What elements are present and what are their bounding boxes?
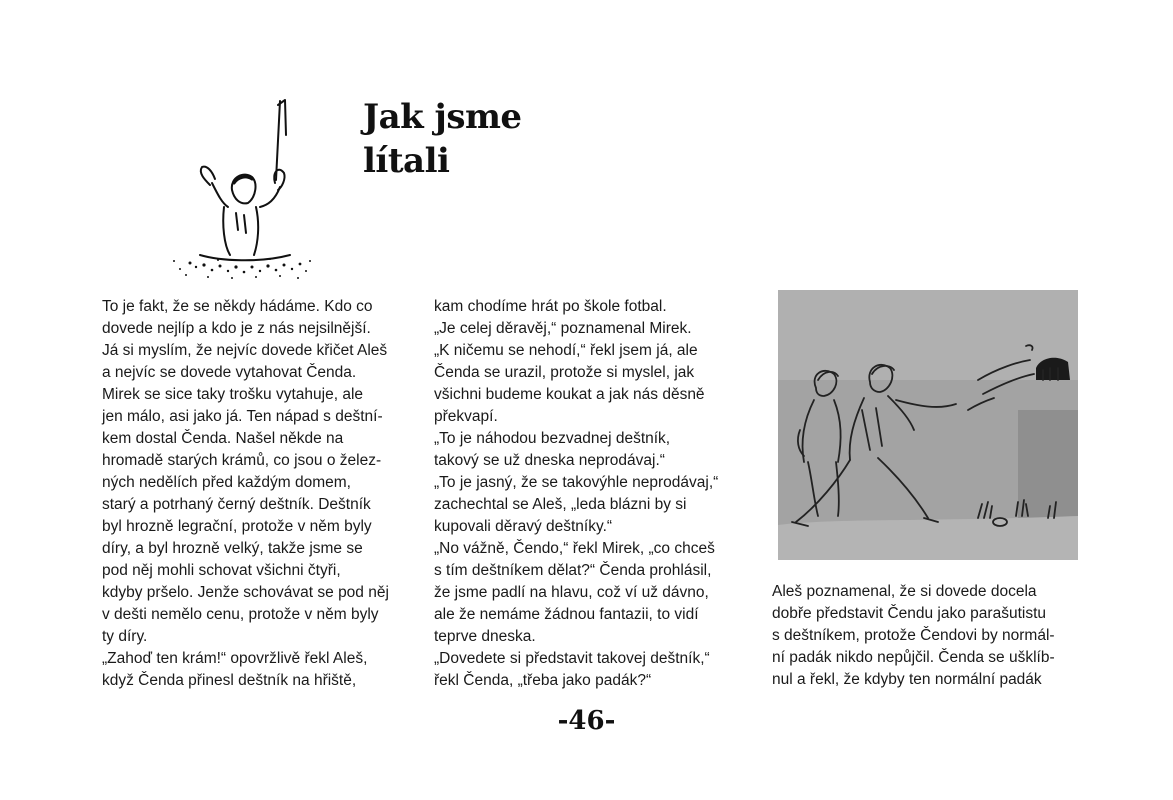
text-line: díry, a byl hrozně velký, takže jsme se	[102, 540, 363, 557]
text-line: řekl Čenda, „třeba jako padák?“	[434, 672, 652, 689]
text-line: „To je náhodou bezvadnej deštník,	[434, 430, 671, 447]
text-line: kupovali děravý deštníky.“	[434, 518, 613, 535]
text-line: a nejvíc se dovede vytahovat Čenda.	[102, 364, 357, 381]
text-line: „Zahoď ten krám!“ opovržlivě řekl Aleš,	[102, 650, 368, 667]
text-line: s tím deštníkem dělat?“ Čenda prohlásil,	[434, 562, 712, 579]
text-line: „Dovedete si představit takovej deštník,“	[434, 650, 710, 667]
text-line: jen málo, asi jako já. Ten nápad s deštní-	[102, 408, 383, 425]
text-line: pod něj mohli schovat všichni čtyři,	[102, 562, 341, 579]
text-line: „K ničemu se nehodí,“ řekl jsem já, ale	[434, 342, 698, 359]
text-line: kem dostal Čenda. Našel někde na	[102, 430, 344, 447]
text-line: teprve dneska.	[434, 628, 536, 645]
text-line: „To je jasný, že se takovýhle neprodávaj,“	[434, 474, 719, 491]
text-line: Čenda se urazil, protože si myslel, jak	[434, 364, 695, 381]
text-line: Já si myslím, že nejvíc dovede křičet Aleš	[102, 342, 388, 359]
page-number: -46-	[557, 706, 616, 736]
text-line: překvapí.	[434, 408, 498, 425]
text-line: ných nedělích před každým domem,	[102, 474, 351, 491]
text-line: hromadě starých krámů, co jsou o želez-	[102, 452, 382, 469]
text-line: starý a potrhaný černý deštník. Deštník	[102, 496, 371, 513]
text-column-left	[102, 296, 389, 692]
text-column-middle	[434, 296, 718, 692]
text-line: byl hrozně legrační, protože v něm byly	[102, 518, 372, 535]
text-line: kdyby pršelo. Jenže schovávat se pod něj	[102, 584, 389, 601]
text-line: kam chodíme hrát po škole fotbal.	[434, 298, 667, 315]
text-column-right	[772, 581, 1055, 691]
text-line: s deštníkem, protože Čendovi by normál-	[772, 627, 1055, 644]
text-line: že jsme padlí na hlavu, což ví už dávno,	[434, 584, 709, 601]
boys-throwing-umbrella-illustration	[778, 290, 1078, 560]
text-line: dobře představit Čendu jako parašutistu	[772, 605, 1046, 622]
text-line: „Je celej děravěj,“ poznamenal Mirek.	[434, 320, 692, 337]
text-line: zachechtal se Aleš, „leda blázni by si	[434, 496, 687, 513]
text-line: dovede nejlíp a kdo je z nás nejsilnější.	[102, 320, 371, 337]
text-line: Aleš poznamenal, že si dovede docela	[772, 583, 1037, 600]
text-line: takový se už dneska neprodávaj.“	[434, 452, 665, 469]
text-line: Mirek se sice taky trošku vytahuje, ale	[102, 386, 364, 403]
text-line: v dešti nemělo cenu, protože v něm byly	[102, 606, 379, 623]
text-line: všichni budeme koukat a jak nás děsně	[434, 386, 705, 403]
text-line: To je fakt, že se někdy hádáme. Kdo co	[102, 298, 373, 315]
text-line: když Čenda přinesl deštník na hřiště,	[102, 672, 357, 689]
text-line: ale že nemáme žádnou fantazii, to vidí	[434, 606, 699, 623]
text-line: ty díry.	[102, 628, 148, 645]
chapter-title-line-1: Jak jsme	[363, 97, 522, 137]
text-line: „No vážně, Čendo,“ řekl Mirek, „co chceš	[434, 540, 715, 557]
chapter-title-line-2: lítali	[363, 141, 450, 181]
chapter-title	[363, 95, 522, 183]
boy-in-hole-sketch	[160, 95, 320, 285]
text-line: ní padák nikdo nepůjčil. Čenda se ušklíb-	[772, 649, 1055, 666]
text-line: nul a řekl, že kdyby ten normální padák	[772, 671, 1042, 688]
